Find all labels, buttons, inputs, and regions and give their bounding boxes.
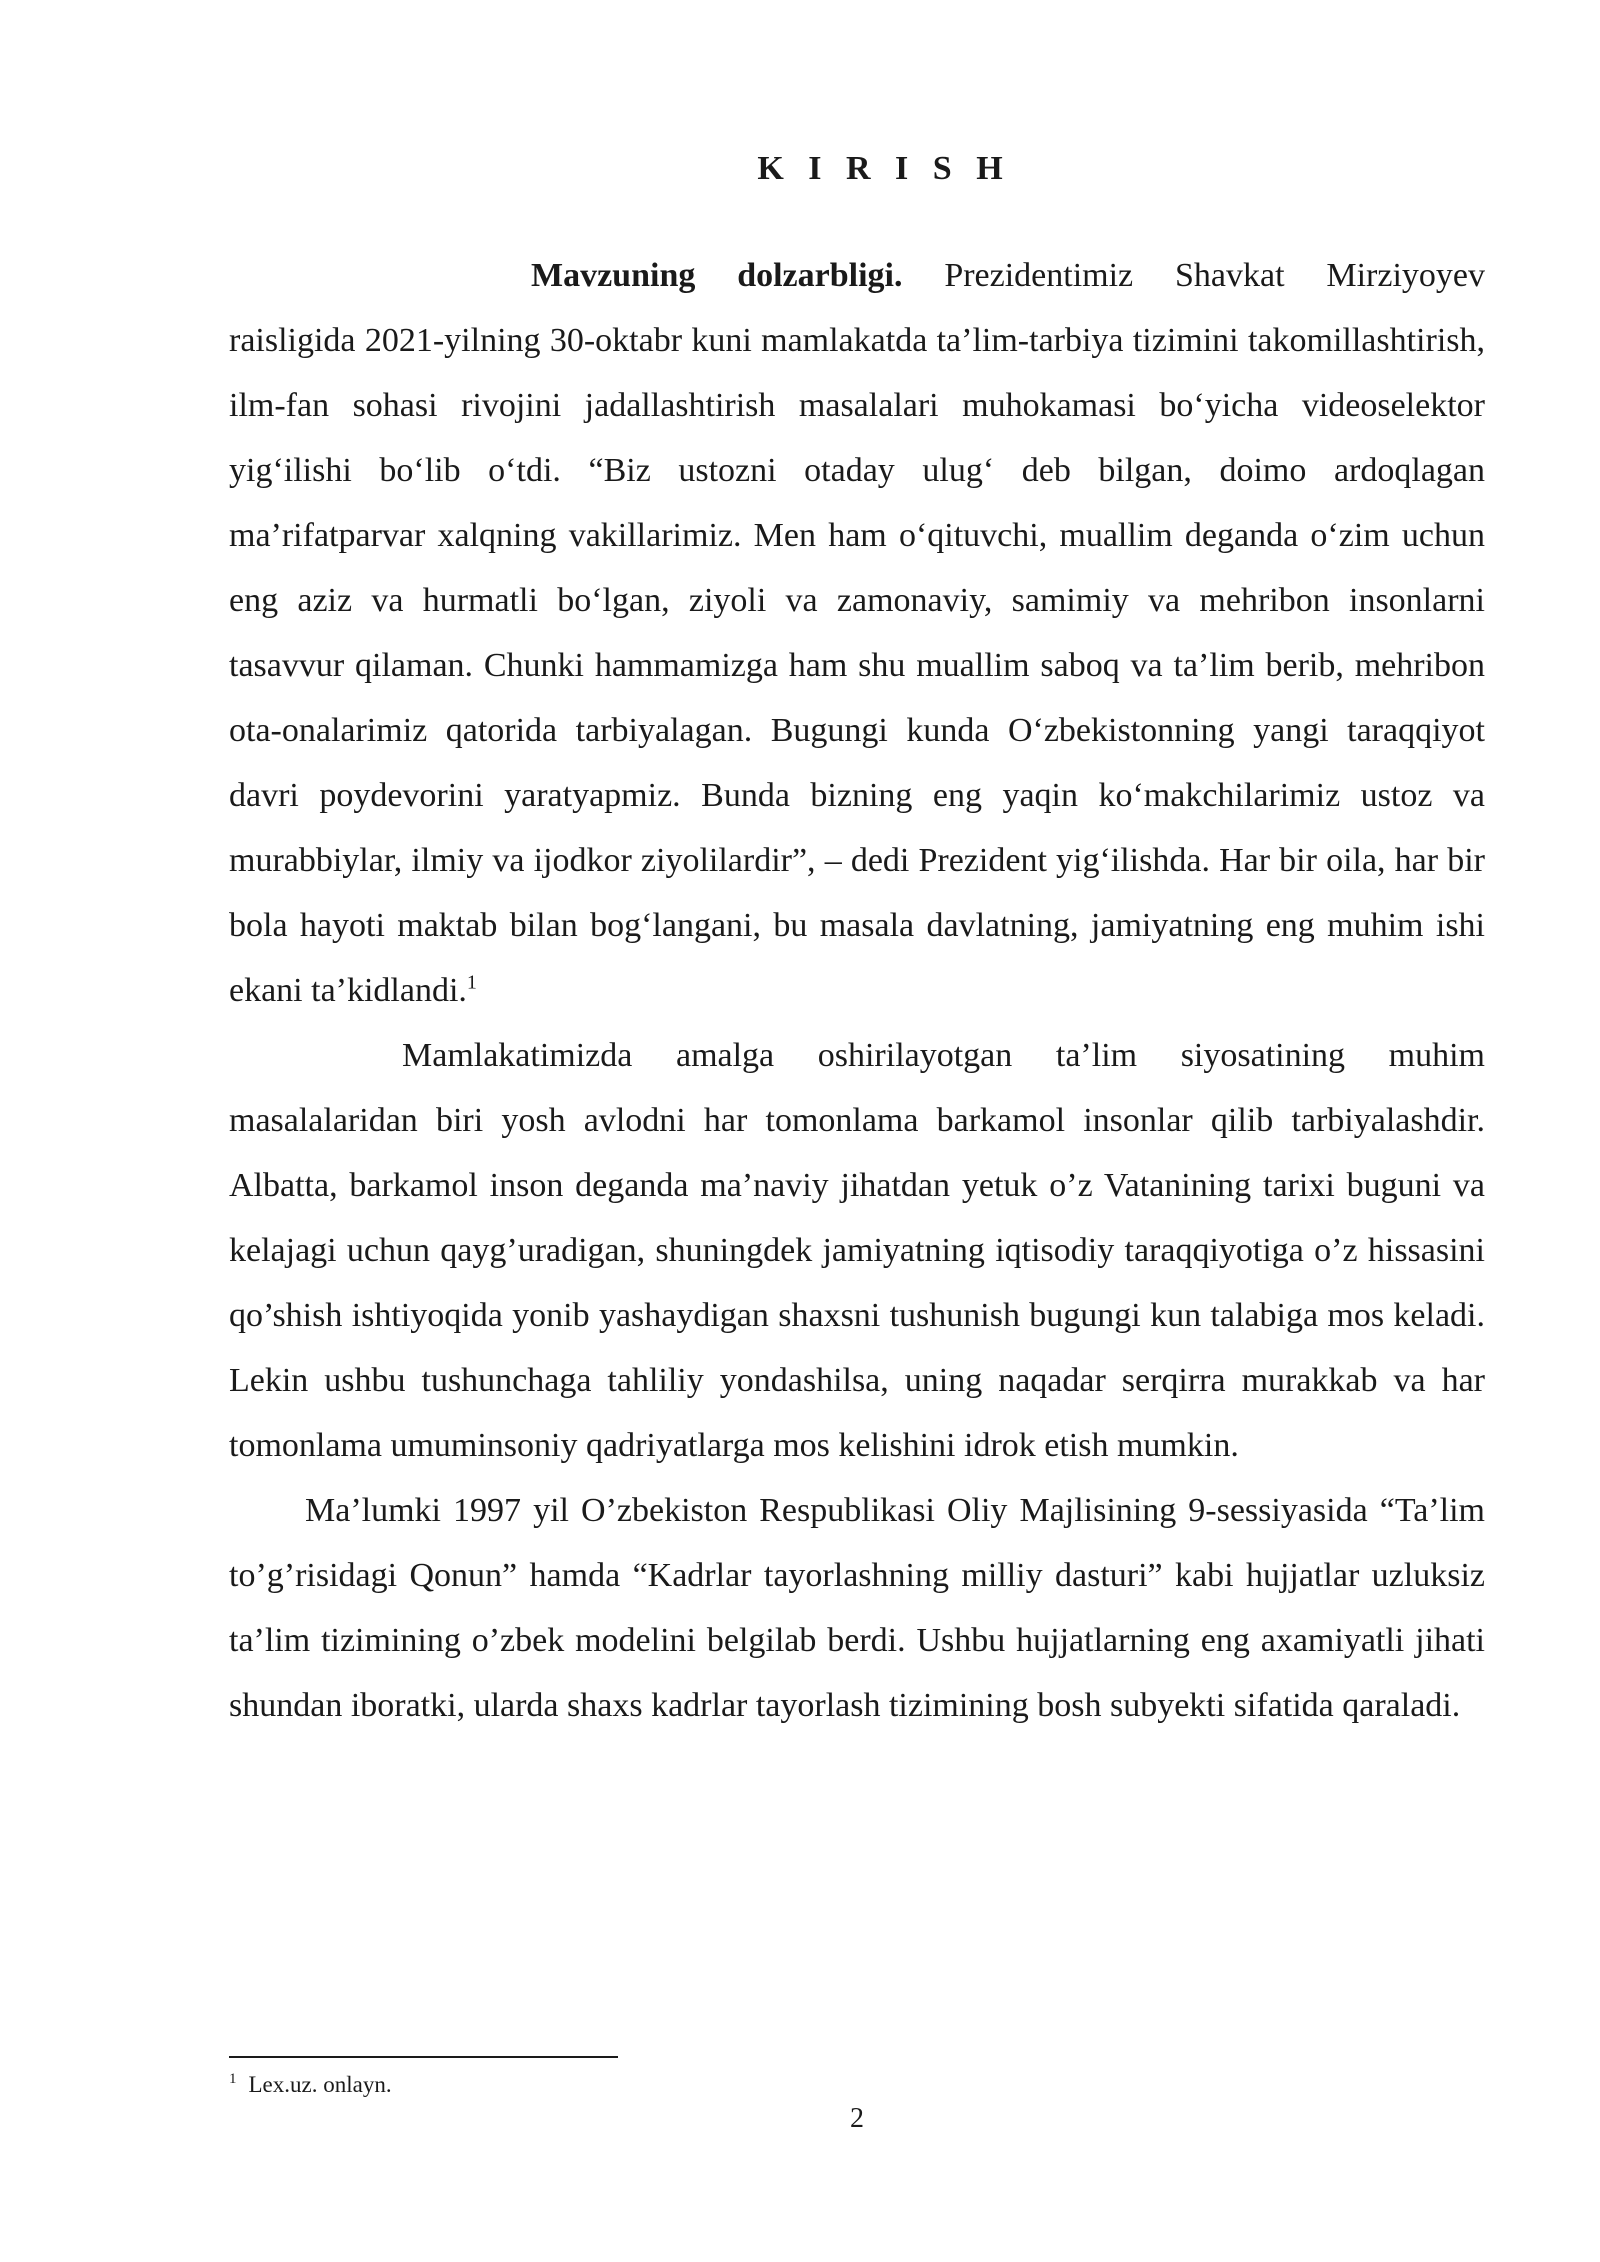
page-number: 2 (850, 2103, 864, 2134)
footnote (229, 2070, 392, 2100)
paragraph-relevance-text: Prezidentimiz Shavkat Mirziyoyev raisligida 2021-yilning 30-oktabr kuni mamlakatda ta’lim-tarbiya tizimini takomillashtirish, ilm-fan sohasi rivojini jadallashtirish masalalari muhokamasi bo‘yicha videoselektor yig‘ilishi bo‘lib o‘tdi. “Biz ustozni otaday ulug‘ deb bilgan, doimo ardoqlagan ma’rifatparvar xalqning vakillarimiz. Men ham o‘qituvchi, muallim deganda o‘zim uchun eng aziz va hurmatli bo‘lgan, ziyoli va zamonaviy, samimiy va mehribon insonlarni tasavvur qilaman. Chunki hammamizga ham shu muallim saboq va ta’lim berib, mehribon ota-onalarimiz qatorida tarbiyalagan. Bugungi kunda O‘zbekistonning yangi taraqqiyot davri poydevorini yaratyapmiz. Bunda bizning eng yaqin ko‘makchilarimiz ustoz va murabbiylar, ilmiy va ijodkor ziyolilardir”, – dedi Prezident yig‘ilishda. Har bir oila, har bir bola hayoti maktab bilan bog‘langani, bu masala davlatning, jamiyatning eng muhim ishi ekani ta’kidlandi. (229, 257, 1485, 1009)
footnote-divider (229, 2056, 618, 2058)
body-text (229, 243, 1485, 1738)
section-heading: K I R I S H (757, 150, 1011, 187)
footnote-number: 1 (229, 2071, 237, 2088)
footnote-reference[interactable]: 1 (466, 971, 477, 994)
paragraph-legislation: Ma’lumki 1997 yil O’zbekiston Respublikasi Oliy Majlisining 9-sessiyasida “Ta’lim to’g’risidagi Qonun” hamda “Kadrlar tayorlashning milliy dasturi” kabi hujjatlar uzluksiz ta’lim tizimining o’zbek modelini belgilab berdi. Ushbu hujjatlarning eng axamiyatli jihati shundan iboratki, ularda shaxs kadrlar tayorlash tizimining bosh subyekti sifatida qaraladi. (229, 1492, 1485, 1724)
paragraph-lead: Mavzuning dolzarbligi. (531, 257, 903, 294)
footnote-text: Lex.uz. onlayn. (248, 2072, 392, 2097)
paragraph-education-policy: Mamlakatimizda amalga oshirilayotgan ta’lim siyosatining muhim masalalaridan biri yosh avlodni har tomonlama barkamol insonlar qilib tarbiyalashdir. Albatta, barkamol inson deganda ma’naviy jihatdan yetuk o’z Vatanining tarixi buguni va kelajagi uchun qayg’uradigan, shuningdek jamiyatning iqtisodiy taraqqiyotiga o’z hissasini qo’shish ishtiyoqida yonib yashaydigan shaxsni tushunish bugungi kun talabiga mos keladi. Lekin ushbu tushunchaga tahliliy yondashilsa, uning naqadar serqirra murakkab va har tomonlama umuminsoniy qadriyatlarga mos kelishini idrok etish mumkin. (229, 1037, 1485, 1464)
paragraph-relevance (229, 243, 1485, 1023)
